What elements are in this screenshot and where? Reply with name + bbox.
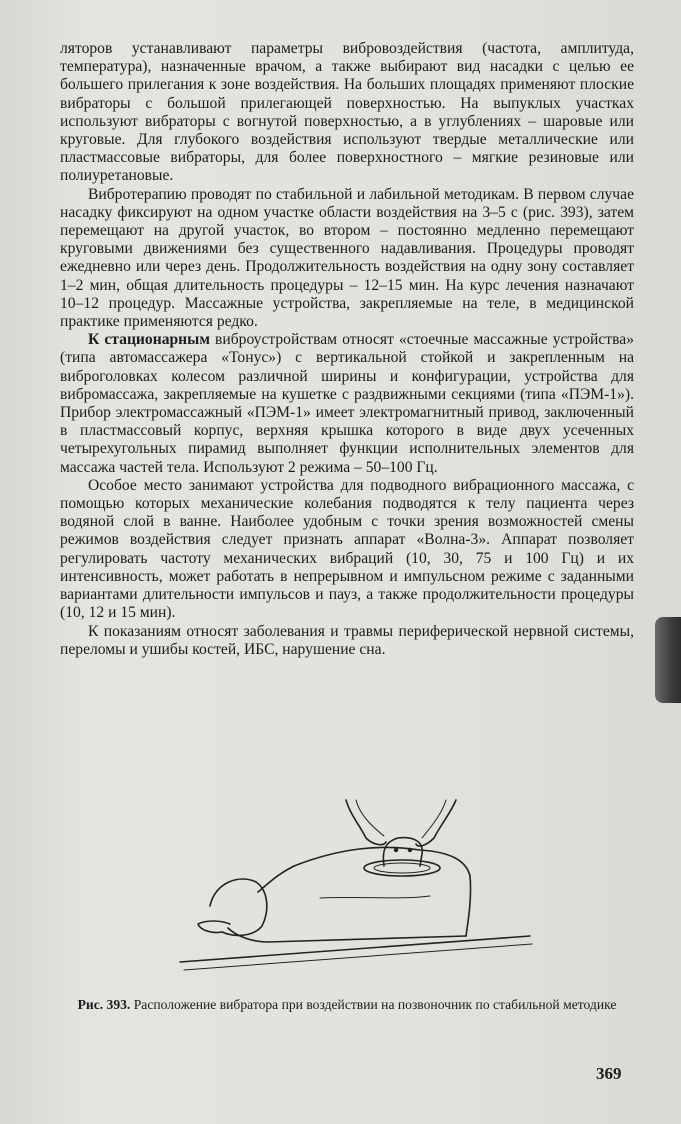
patient-head [210,879,267,935]
caption-label: Рис. 393. [77,997,131,1012]
vibrator-body [383,838,422,866]
paragraph-1: ляторов устанавливают параметры вибровоздействия (частота, амплитуда, температура), назначенные врачом, а также выбирают вид насадки с целью ее большего прилегания к зоне воздействия. На больших площадях применяют плоские вибраторы с большой прилегающей поверхностью. На выпуклых участках используют вибраторы с вогнутой поверхностью, а в углублениях – шаровые или круговые. Для глубокого воздействия используют твердые металлические или пластмассовые вибраторы, для более поверхностного – мягкие резиновые или полиуретановые. [60,40,634,185]
paragraph-3: К стационарным виброустройствам относят «стоечные массажные устройства» (типа автомассажера «Тонус») с вертикальной стойкой и закрепленным на виброголовках колесом различной ширины и конфигурации, устройства для вибромассажа, закрепляемые на кушетке с раздвижными секциями (типа «ПЭМ-1»). Прибор электромассажный «ПЭМ-1» имеет электромагнитный привод, заключенный в пластмассовый корпус, верхняя крышка которого в виде двух усеченных четырехугольных пирамид выполняет функции исполнительных элементов для массажа частей тела. Используют 2 режима – 50–100 Гц. [60,331,634,476]
couch-underside [184,944,532,970]
patient-hand [198,921,230,933]
figure-vibrator-illustration [170,786,542,978]
body-text [60,40,634,659]
paragraph-2: Вибротерапию проводят по стабильной и лабильной методикам. В первом случае насадку фиксируют на одном участке области воздействия на 3–5 с (рис. 393), затем перемещают на другой участок, во втором – постоянно медленно перемещают круговыми движениями без существенного надавливания. Процедуры проводят ежедневно или через день. Продолжительность воздействия на одну зону составляет 1–2 мин, общая длительность процедуры – 12–15 мин. На курс лечения назначают 10–12 процедур. Массажные устройства, закрепляемые на теле, в медицинской практике применяются редко. [60,185,634,331]
vibrator-base [364,860,440,876]
therapist-left-hand [346,800,386,845]
patient-spine [320,896,430,898]
page-edge-tab [655,617,681,703]
patient-body-lower [268,936,466,942]
bold-lead: К стационарным [88,331,210,349]
paragraph-5: К показаниям относят заболевания и травмы периферической нервной системы, переломы и ушибы костей, ИБС, нарушение сна. [60,622,634,658]
page-number: 369 [596,1064,622,1083]
caption-text: Расположение вибратора при воздействии на позвоночник по стабильной методике [130,997,617,1012]
figure-caption [60,996,634,1013]
therapist-right-hand [416,800,456,846]
patient-shoulder [258,866,294,892]
paragraph-4: Особое место занимают устройства для подводного вибрационного массажа, с помощью которых механические колебания подводятся к телу пациента через водяной слой в ванне. Наиболее удобным с точки зрения возможностей смены режимов воздействия следует признать аппарат «Волна-3». Аппарат позволяет регулировать частоту механических вибраций (10, 30, 75 и 100 Гц) и их интенсивность, может работать в непрерывном и импульсном режиме с заданными вариантами длительности импульсов и пауз, а также продолжительности процедуры (10, 12 и 15 мин). [60,476,634,622]
